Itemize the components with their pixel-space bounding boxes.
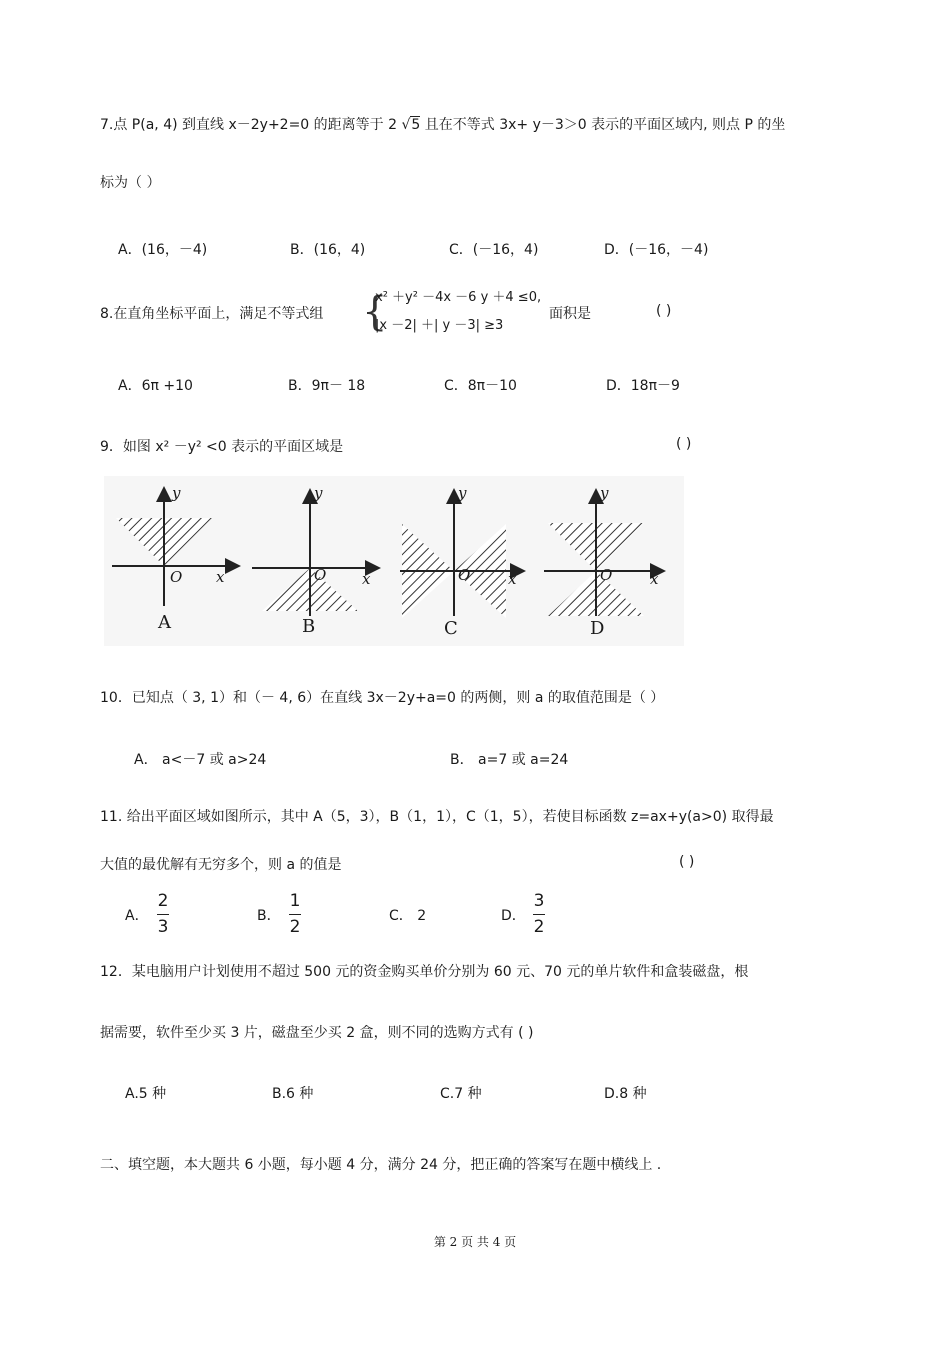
q7-line2: 标为（ ） [100,175,161,191]
q11-option-d-fraction [533,893,545,936]
q7-text-a: 7.点 P(a, 4) 到直线 x－2y+2=0 的距离等于 2 [100,117,402,133]
q12-line1: 12．某电脑用户计划使用不超过 500 元的资金购买单价分别为 60 元、70 元的单片软件和盒装磁盘，根 [100,964,749,980]
q8-system-line1: x² ＋y² －4x －6 y ＋4 ≤0, [375,290,542,305]
q11-option-d-numerator: 3 [533,891,545,911]
q11-option-c: C． 2 [389,908,427,924]
q11-option-b-numerator: 1 [289,891,301,911]
q8-option-a: A．6π +10 [118,378,193,394]
q11-option-b-letter: B． [257,908,281,924]
q8-tail: 面积是 [549,306,591,322]
q10-stem: 10．已知点（ 3, 1）和（－ 4, 6）在直线 3x－2y+a=0 的两侧，则 a 的取值范围是（ ） [100,690,665,706]
q12-line2: 据需要，软件至少买 3 片，磁盘至少买 2 盒，则不同的选购方式有 ( ) [100,1025,534,1041]
fig-c-y-label: y [458,484,467,502]
fig-b-x-label: x [362,570,371,588]
q11-option-a-fraction [157,893,169,936]
section2-heading: 二、填空题，本大题共 6 小题，每小题 4 分，满分 24 分，把正确的答案写在题中横线上 . [100,1157,662,1173]
q7-line1: 7.点 P(a, 4) 到直线 x－2y+2=0 的距离等于 2 √5 且在不等式 3x+ y－3＞0 表示的平面区域内, 则点 P 的坐 [100,117,786,133]
fig-b-y-label: y [314,484,323,502]
q11-option-a-denominator: 3 [157,917,169,937]
q7-sqrt-value: 5 [411,117,421,133]
fig-label-d: D [590,618,605,639]
fig-d-x-label: x [650,570,659,588]
q11-answer-paren: ( ) [679,854,695,870]
q9-stem: 9．如图 x² －y² <0 表示的平面区域是 [100,439,344,455]
fig-d-origin-label: O [600,566,613,584]
q8-option-c: C．8π－10 [444,378,517,394]
q11-option-d-letter: D． [501,908,526,924]
fig-c-x-label: x [508,570,517,588]
q12-option-d: D.8 种 [604,1086,647,1102]
fig-c-origin-label: O [458,566,471,584]
q11-line1: 11. 给出平面区域如图所示，其中 A（5，3），B（1，1），C（1，5），若使目标函数 z=ax+y(a>0) 取得最 [100,809,774,825]
q7-option-c: C．(－16，4) [449,242,539,258]
page-footer: 第 2 页 共 4 页 [433,1235,517,1249]
fig-label-a: A [158,612,171,633]
q11-option-b-fraction [289,893,301,936]
q10-option-b: B． a=7 或 a=24 [450,752,569,768]
fig-label-b: B [302,616,316,637]
q7-text-b: 且在不等式 3x+ y－3＞0 表示的平面区域内, 则点 P 的坐 [420,117,786,133]
q7-option-d: D．(－16，－4) [604,242,709,258]
q12-option-b: B.6 种 [272,1086,314,1102]
q7-option-b: B．(16，4) [290,242,366,258]
q12-option-a: A.5 种 [125,1086,167,1102]
fig-a-y-label: y [172,484,181,502]
q11-line2: 大值的最优解有无穷多个，则 a 的值是 [100,857,342,873]
q11-option-a-letter: A． [125,908,149,924]
fig-d-y-label: y [600,484,609,502]
q12-option-c: C.7 种 [440,1086,482,1102]
q8-option-d: D．18π－9 [606,378,680,394]
q9-answer-paren: ( ) [676,436,692,452]
fig-a-origin-label: O [170,568,183,586]
q11-option-b-denominator: 2 [289,917,301,937]
fig-b-origin-label: O [314,566,327,584]
q8-brace: { [362,289,388,335]
q8-answer-paren: ( ) [656,303,672,319]
q11-option-d-denominator: 2 [533,917,545,937]
fig-a-x-label: x [216,568,225,586]
fig-label-c: C [444,618,458,639]
q8-option-b: B．9π－ 18 [288,378,366,394]
q8-system-line2: |x －2| ＋| y －3| ≥3 [375,318,504,333]
q8-stem: 8.在直角坐标平面上，满足不等式组 [100,306,324,322]
q7-option-a: A．(16，－4) [118,242,208,258]
q11-option-a-numerator: 2 [157,891,169,911]
q10-option-a: A． a<－7 或 a>24 [134,752,267,768]
